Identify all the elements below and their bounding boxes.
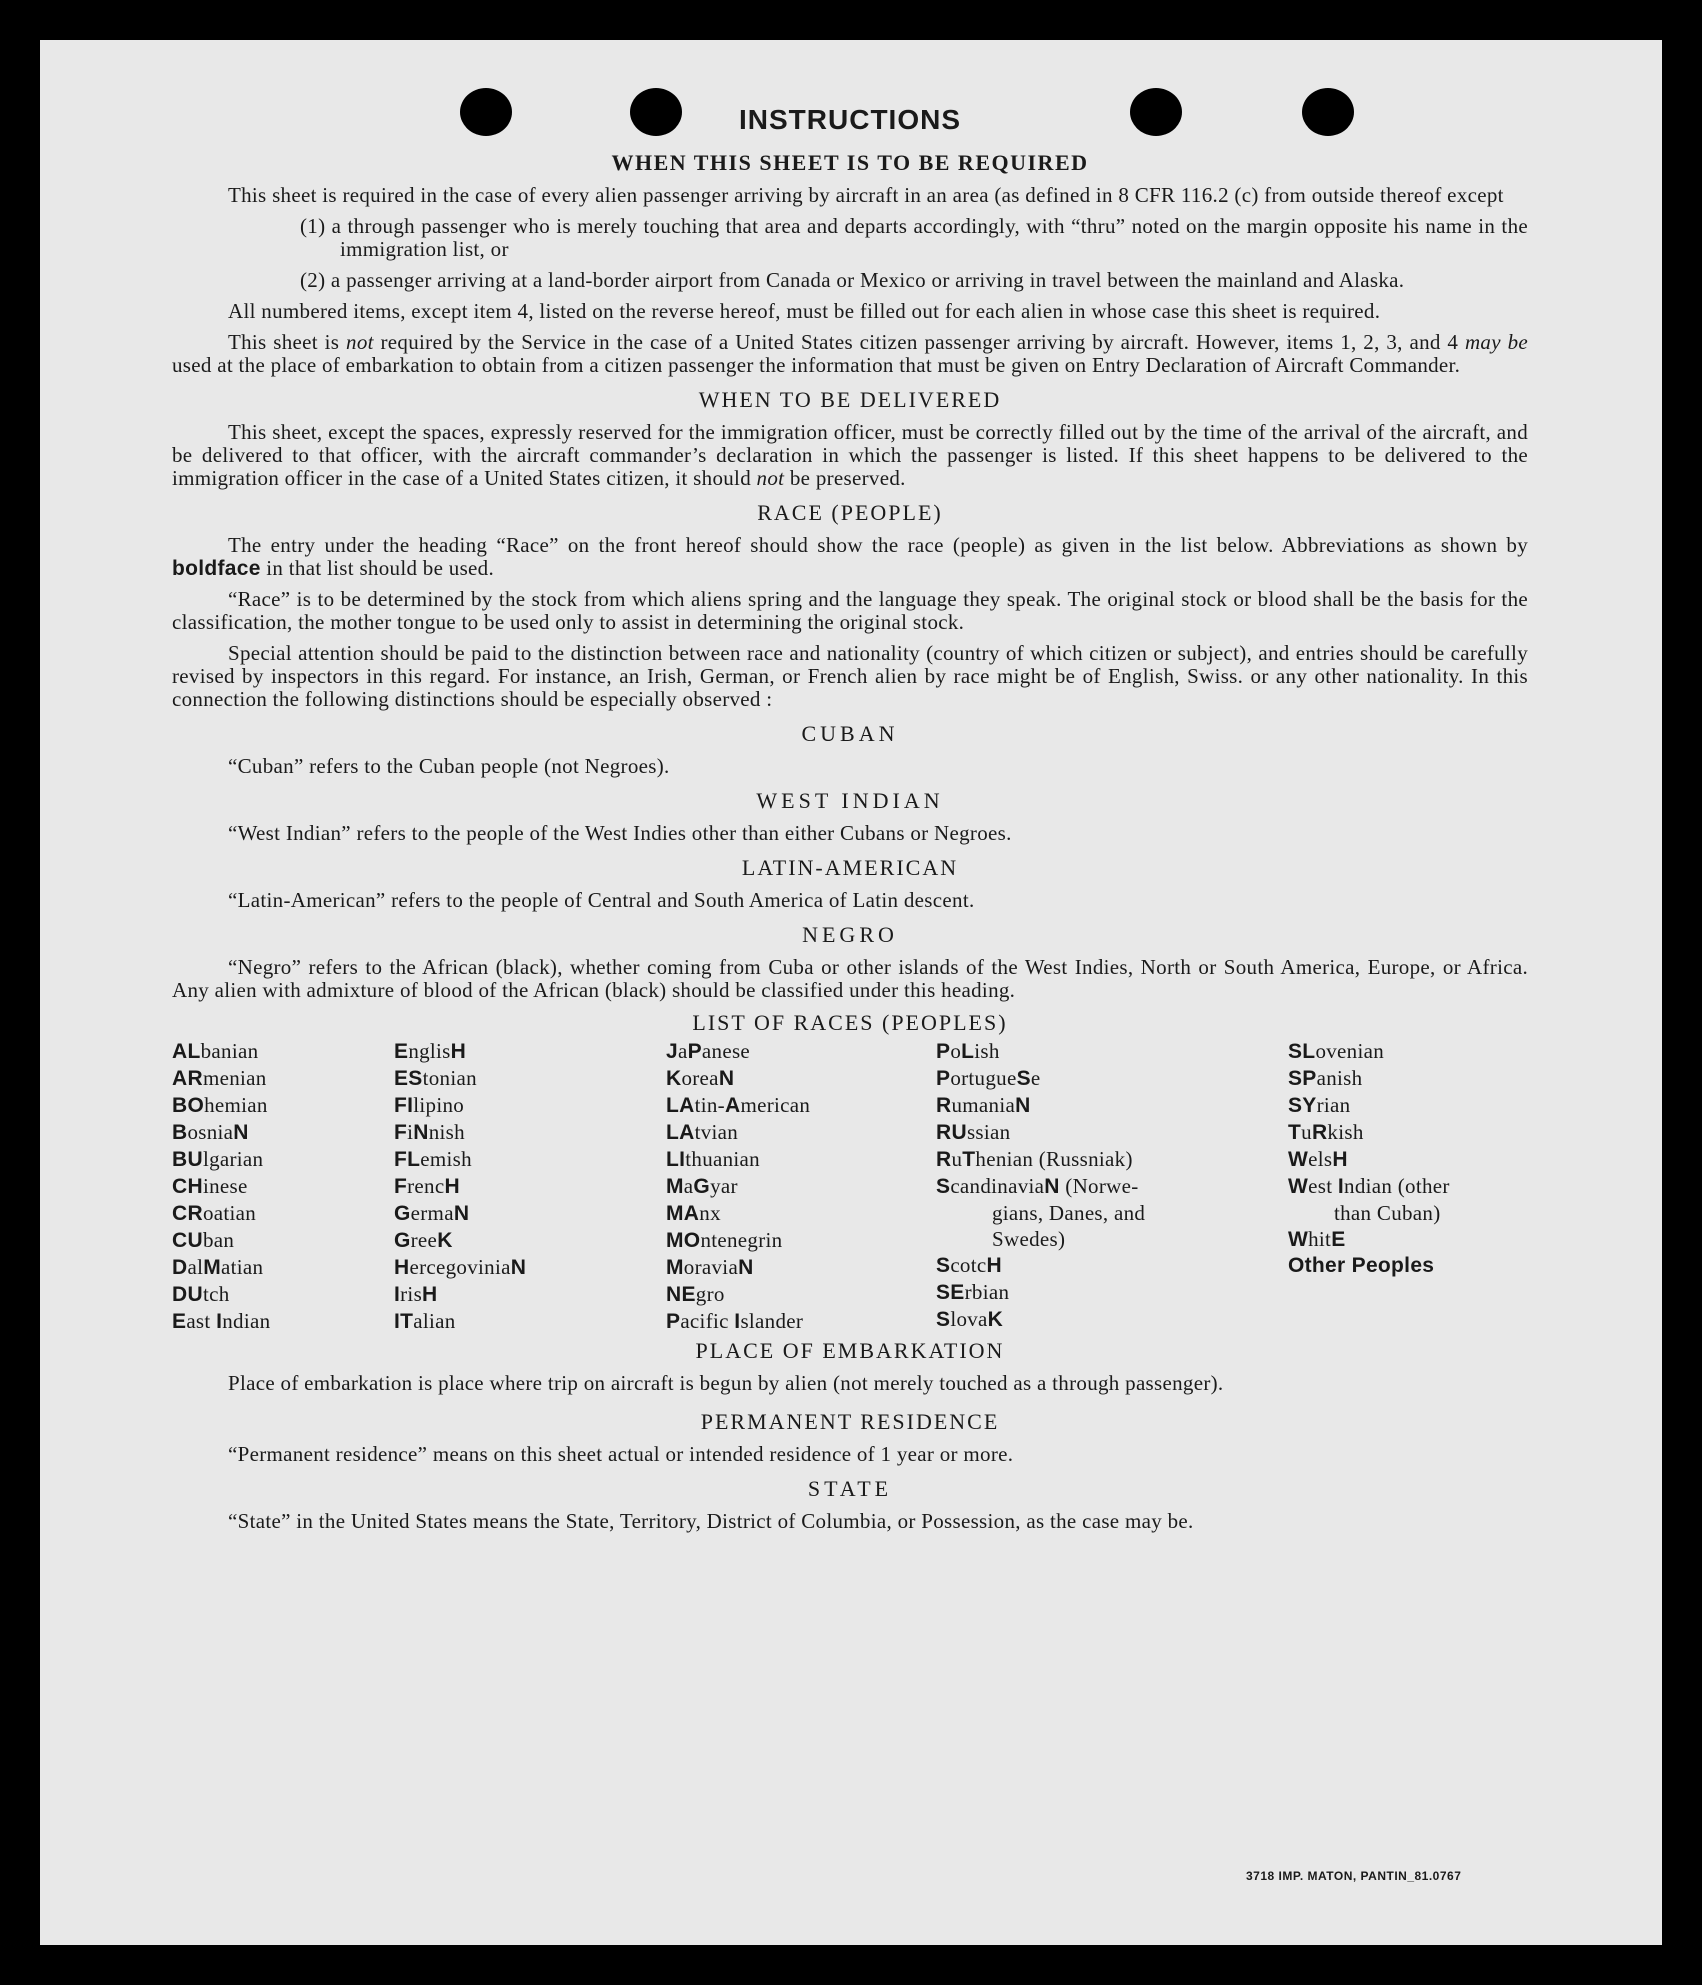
instructions-body <box>172 104 1528 1541</box>
race-item: RUssian <box>936 1120 1011 1144</box>
paragraph: “Race” is to be determined by the stock from which aliens spring and the language they speak. The original stock or blood shall be the basis for the classification, the mother tongue to be used only to assist in determining the original stock. <box>172 587 1528 634</box>
race-item: WelsH <box>1288 1147 1348 1171</box>
document-sheet <box>40 40 1662 1945</box>
paragraph: Place of embarkation is place where trip on aircraft is begun by alien (not merely touched as a through passenger). <box>228 1371 1224 1395</box>
race-item: ALbanian <box>172 1039 259 1063</box>
race-item: TuRkish <box>1288 1120 1364 1144</box>
race-item: gians, Danes, and <box>992 1201 1146 1225</box>
race-item: CHinese <box>172 1174 248 1198</box>
race-item: FiNnish <box>394 1120 465 1144</box>
race-item: BosniaN <box>172 1120 249 1144</box>
race-item: SErbian <box>936 1280 1010 1304</box>
race-item: GreeK <box>394 1228 453 1252</box>
race-item: LAtin-American <box>666 1093 811 1117</box>
section-heading: NEGRO <box>802 922 898 947</box>
paragraph: “Latin-American” refers to the people of Central and South America of Latin descent. <box>228 888 975 912</box>
race-item: BUlgarian <box>172 1147 264 1171</box>
race-item: KoreaN <box>666 1066 735 1090</box>
race-item: SYrian <box>1288 1093 1351 1117</box>
race-item: JaPanese <box>666 1039 751 1063</box>
race-item: ARmenian <box>172 1066 267 1090</box>
race-item: FLemish <box>394 1147 472 1171</box>
section-heading: LATIN-AMERICAN <box>741 855 959 880</box>
race-item: DUtch <box>172 1282 230 1306</box>
section-heading: LIST OF RACES (PEOPLES) <box>692 1010 1008 1035</box>
section-heading: WHEN THIS SHEET IS TO BE REQUIRED <box>611 150 1089 175</box>
section-heading: WEST INDIAN <box>756 788 944 813</box>
race-item: MoraviaN <box>666 1255 754 1279</box>
race-item: DalMatian <box>172 1255 264 1279</box>
race-column <box>666 1038 810 1335</box>
race-item: ScandinaviaN (Norwe- <box>936 1174 1139 1198</box>
printer-imprint: 3718 IMP. MATON, PANTIN_81.0767 <box>1246 1869 1462 1883</box>
race-item: Pacific Islander <box>666 1309 804 1333</box>
paragraph: Special attention should be paid to the distinction between race and nationality (country of which citizen or subject), and entries should be carefully revised by inspectors in this regard. For instance, an Irish, German, or French alien by race might be of English, Swiss. or any other nationality. In this connection the following distinctions should be especially observed : <box>172 641 1528 711</box>
race-item: PortugueSe <box>936 1066 1041 1090</box>
paragraph: All numbered items, except item 4, listed on the reverse hereof, must be filled out for each alien in whose case this sheet is required. <box>228 299 1381 323</box>
race-item: RuThenian (Russniak) <box>936 1147 1133 1171</box>
race-item: MaGyar <box>666 1174 738 1198</box>
race-item: MAnx <box>666 1201 721 1225</box>
race-item: CUban <box>172 1228 235 1252</box>
race-item: PoLish <box>936 1039 1000 1063</box>
list-item: (1) a through passenger who is merely touching that area and departs accordingly, with “thru” noted on the margin opposite his name in the immigration list, or <box>300 214 1528 261</box>
race-item: ITalian <box>394 1309 456 1333</box>
race-column <box>394 1038 526 1335</box>
race-column <box>172 1038 270 1335</box>
paragraph: “Negro” refers to the African (black), whether coming from Cuba or other islands of the West Indies, North or South America, Europe, or Africa. Any alien with admixture of blood of the African (black) should be classified under this heading. <box>172 955 1528 1002</box>
race-item: Swedes) <box>992 1227 1066 1251</box>
race-item: ScotcH <box>936 1253 1002 1277</box>
paragraph: This sheet is required in the case of every alien passenger arriving by aircraft in an area (as defined in 8 CFR 116.2 (c) from outside thereof except <box>228 183 1504 207</box>
race-item: LIthuanian <box>666 1147 760 1171</box>
race-item: West Indian (other <box>1288 1174 1450 1198</box>
race-item: RumaniaN <box>936 1093 1031 1117</box>
section-heading: RACE (PEOPLE) <box>757 500 943 525</box>
race-item: EnglisH <box>394 1039 467 1063</box>
race-item: Other Peoples <box>1288 1254 1435 1277</box>
race-item: FrencH <box>394 1174 460 1198</box>
section-heading: PERMANENT RESIDENCE <box>700 1409 1000 1434</box>
race-item: SlovaK <box>936 1307 1004 1331</box>
race-item: BOhemian <box>172 1093 268 1117</box>
race-item: SPanish <box>1288 1066 1363 1090</box>
paragraph: “Permanent residence” means on this sheet actual or intended residence of 1 year or more. <box>228 1442 1014 1466</box>
paragraph: “West Indian” refers to the people of the West Indies other than either Cubans or Negroes. <box>228 821 1012 845</box>
race-item: SLovenian <box>1288 1039 1385 1063</box>
race-item: HercegoviniaN <box>394 1255 527 1279</box>
paragraph: The entry under the heading “Race” on the front hereof should show the race (people) as given in the list below. Abbreviations as shown by boldface in that list should be used. <box>172 533 1528 580</box>
race-item: GermaN <box>394 1201 470 1225</box>
race-item: FIlipino <box>394 1093 465 1117</box>
page-title: INSTRUCTIONS <box>739 104 961 135</box>
race-list <box>172 1038 1528 1333</box>
race-item: MOntenegrin <box>666 1228 783 1252</box>
section-heading: WHEN TO BE DELIVERED <box>698 387 1002 412</box>
section-heading: PLACE OF EMBARKATION <box>695 1338 1005 1363</box>
race-column <box>936 1038 1145 1333</box>
race-item: CRoatian <box>172 1201 257 1225</box>
paragraph: This sheet, except the spaces, expressly reserved for the immigration officer, must be correctly filled out by the time of the arrival of the aircraft, and be delivered to that officer, with the aircraft commander’s declaration in which the passenger is listed. If this sheet happens to be delivered to the immigration officer in the case of a United States citizen, it should not be preserved. <box>172 420 1528 490</box>
paragraph: “State” in the United States means the State, Territory, District of Columbia, or Possession, as the case may be. <box>228 1509 1194 1533</box>
race-column <box>1288 1038 1450 1279</box>
list-item: (2) a passenger arriving at a land-border airport from Canada or Mexico or arriving in travel between the mainland and Alaska. <box>300 268 1405 292</box>
section-heading: CUBAN <box>801 721 899 746</box>
race-item: LAtvian <box>666 1120 739 1144</box>
race-item: than Cuban) <box>1334 1201 1441 1225</box>
race-item: NEgro <box>666 1282 725 1306</box>
paragraph: This sheet is not required by the Service in the case of a United States citizen passenger arriving by aircraft. However, items 1, 2, 3, and 4 may be used at the place of embarkation to obtain from a citizen passenger the information that must be given on Entry Declaration of Aircraft Commander. <box>172 330 1528 377</box>
race-item: East Indian <box>172 1309 271 1333</box>
race-item: EStonian <box>394 1066 477 1090</box>
race-item: WhitE <box>1288 1227 1346 1251</box>
race-item: IrisH <box>394 1282 438 1306</box>
section-heading: STATE <box>807 1476 893 1501</box>
paragraph: “Cuban” refers to the Cuban people (not Negroes). <box>228 754 670 778</box>
